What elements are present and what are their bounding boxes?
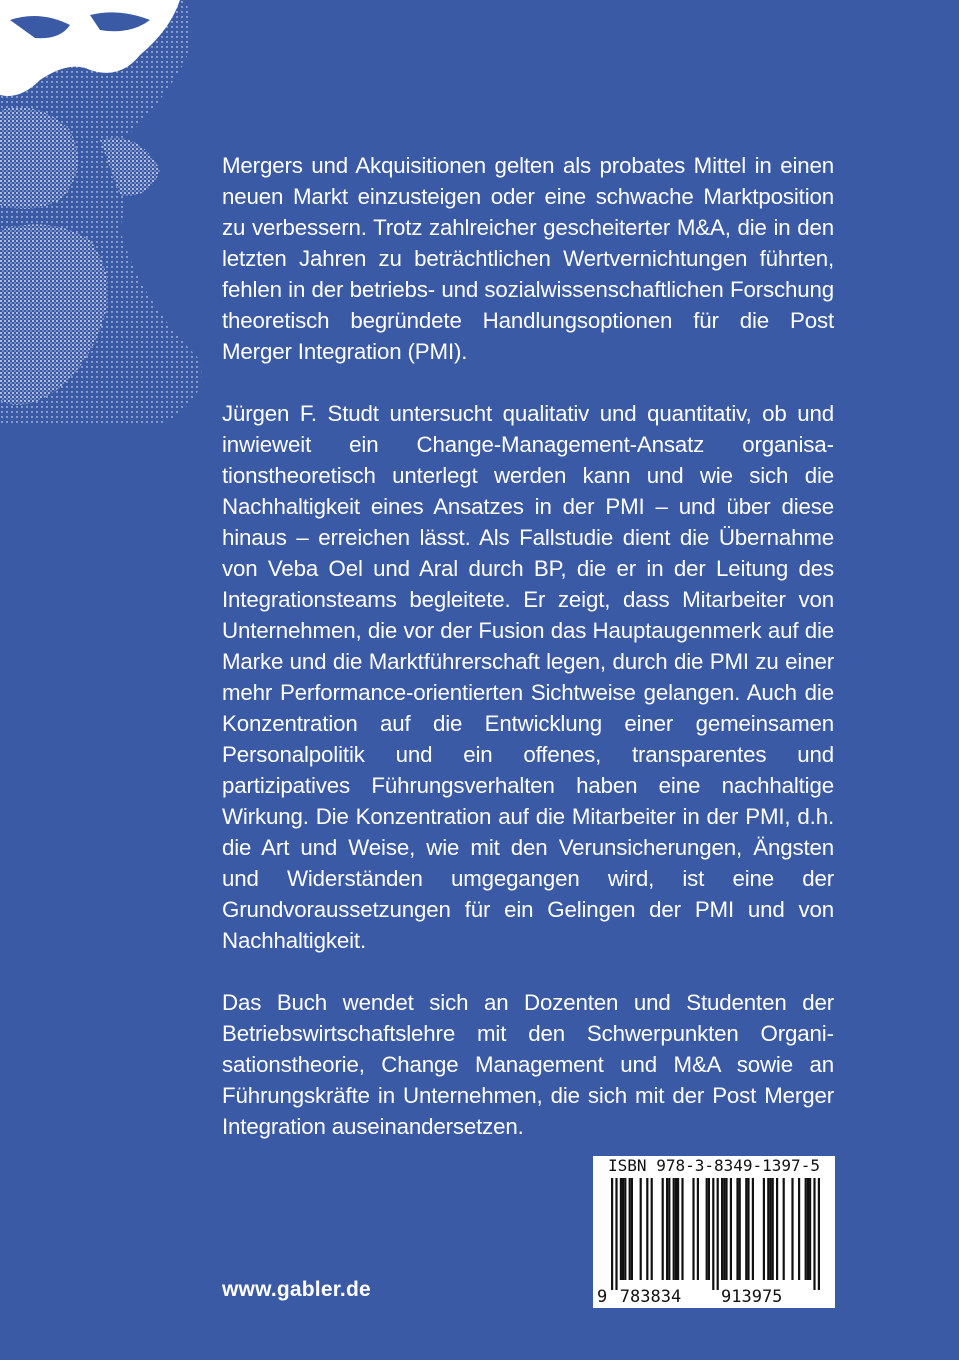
- blurb-paragraph-2: Jürgen F. Studt untersucht qualitativ und quantitativ, ob und inwieweit ein Change-Management-Ansatz organisationstheoretisch unterlegt werden kann und wie sich die Nachhaltigkeit eines Ansatzes in der PMI – und über diese hinaus – erreichen lässt. Als Fallstudie dient die Übernahme von Veba Oel und Aral durch BP, die er in der Leitung des Integrationsteams begleitete. Er zeigt, dass Mitarbeiter von Unternehmen, die vor der Fusion das Hauptaugenmerk auf die Marke und die Marktführerschaft legen, durch die PMI zu einer mehr Performance-orientierten Sichtweise gelangen. Auch die Konzentration auf die Entwicklung einer gemeinsamen Personalpolitik und ein offenes, transparentes und partizipatives Führungsverhalten haben eine nachhaltige Wirkung. Die Konzentration auf die Mitarbeiter in der PMI, d.h. die Art und Weise, wie mit den Verunsicherungen, Ängsten und Widerständen umgegangen wird, ist eine der Grundvoraussetzungen für ein Gelingen der PMI und von Nachhaltigkeit.: [222, 401, 834, 953]
- barcode-bar: [697, 1178, 699, 1280]
- barcode-bar: [818, 1178, 820, 1290]
- barcode-bar: [723, 1178, 725, 1280]
- barcode-bar: [736, 1178, 738, 1280]
- barcode-bar: [730, 1178, 732, 1280]
- barcode-bar: [783, 1178, 785, 1280]
- barcode-bar: [752, 1178, 754, 1280]
- blurb-paragraph-1: Mergers und Akquisitionen gelten als probates Mittel in einen neuen Markt einzusteigen oder eine schwache Marktposition zu verbessern. Trotz zahlreicher gescheiterter M&A, die in den letzten Jahren zu beträchtlichen Wertvernichtungen führten, fehlen in der betriebs- und sozialwissenschaftlichen Forschung theoretisch begründete Handlungsoptionen für die Post Merger Integration (PMI).: [222, 153, 834, 364]
- barcode-bar: [805, 1178, 807, 1280]
- barcode-bar: [747, 1178, 749, 1280]
- barcode-bar: [745, 1178, 747, 1280]
- barcode-bar: [622, 1178, 624, 1280]
- barcode-bar: [662, 1178, 664, 1280]
- barcode-bar: [666, 1178, 668, 1280]
- barcode-bar: [721, 1178, 723, 1280]
- barcode-bar: [767, 1178, 769, 1280]
- isbn-label: ISBN 978-3-8349-1397-5: [608, 1156, 820, 1175]
- barcode-graphic: [593, 1156, 835, 1308]
- barcode-bar: [611, 1178, 613, 1290]
- barcode-bar: [809, 1178, 811, 1280]
- barcode-bar: [620, 1178, 622, 1280]
- barcode-bar: [776, 1178, 778, 1280]
- barcode-bar: [708, 1178, 710, 1280]
- barcode-bar: [646, 1178, 648, 1280]
- barcode-bar: [675, 1178, 677, 1280]
- barcode-bar: [681, 1178, 683, 1280]
- barcode-digit-first: 9: [597, 1287, 608, 1307]
- barcode-bar: [813, 1178, 815, 1290]
- barcode-digits-right: 913975: [721, 1287, 783, 1307]
- barcode-bar: [763, 1178, 765, 1280]
- barcode-bar: [624, 1178, 626, 1280]
- barcode-bar: [640, 1178, 642, 1280]
- barcode-bar: [798, 1178, 800, 1280]
- barcode-digits-left: 783834: [619, 1287, 682, 1307]
- barcode-bar: [725, 1178, 727, 1280]
- barcode-bar: [791, 1178, 793, 1280]
- barcode-bar: [631, 1178, 633, 1280]
- globe-illustration: [0, 0, 220, 430]
- barcode-bar: [739, 1178, 741, 1280]
- back-cover-blurb: [222, 150, 834, 1142]
- barcode-bar: [668, 1178, 670, 1280]
- barcode-bar: [769, 1178, 771, 1280]
- isbn-barcode: [593, 1156, 835, 1308]
- barcode-bar: [629, 1178, 631, 1280]
- barcode-bar: [615, 1178, 617, 1290]
- barcode-bar: [807, 1178, 809, 1280]
- barcode-bar: [712, 1178, 714, 1290]
- barcode-bar: [717, 1178, 719, 1290]
- blurb-paragraph-3: Das Buch wendet sich an Dozenten und Studenten der Betriebswirtschaftslehre mit den Schwerpunkten Organisationstheorie, Change Management und M&A sowie an Führungskräfte in Unternehmen, die sich mit der Post Merger Integration auseinandersetzen.: [222, 990, 834, 1139]
- barcode-bar: [772, 1178, 774, 1280]
- barcode-bar: [677, 1178, 679, 1280]
- barcode-bar: [651, 1178, 653, 1280]
- barcode-bar: [673, 1178, 675, 1280]
- publisher-url[interactable]: www.gabler.de: [222, 1278, 371, 1301]
- barcode-bar: [706, 1178, 708, 1280]
- barcode-bar: [692, 1178, 694, 1280]
